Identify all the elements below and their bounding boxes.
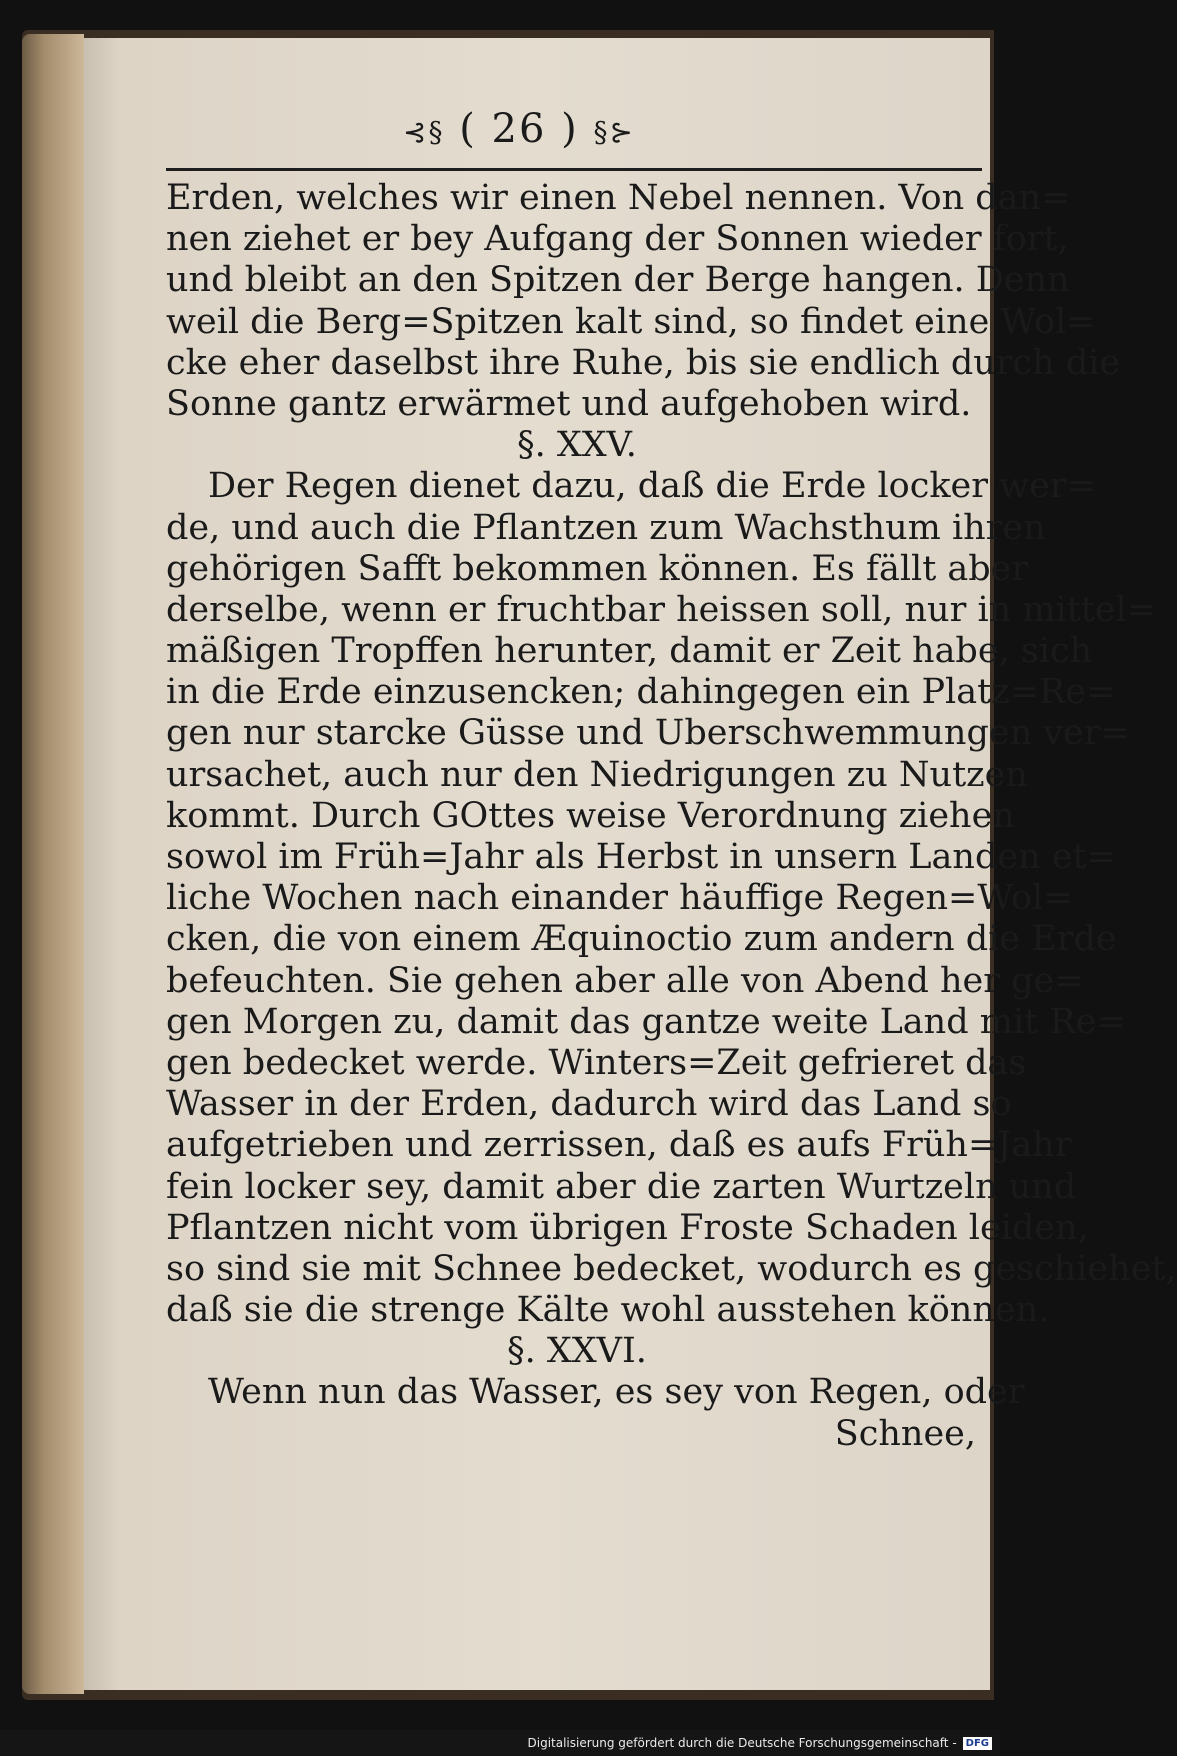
text-line: Sonne gantz erwärmet und aufgehoben wird. xyxy=(166,383,972,424)
text-line: in die Erde einzusencken; dahingegen ein Platz=Re= xyxy=(166,672,1116,713)
header-rule xyxy=(166,168,982,171)
text-line: liche Wochen nach einander häuffige Regen=Wol= xyxy=(166,878,1073,919)
text-line: nen ziehet er bey Aufgang der Sonnen wieder fort, xyxy=(166,219,1069,260)
text-line: aufgetrieben und zerrissen, daß es aufs Früh=Jahr xyxy=(166,1125,1072,1166)
text-line: de, und auch die Pflantzen zum Wachsthum ihren xyxy=(166,507,1046,548)
dfg-logo: DFG xyxy=(963,1737,992,1750)
text-line: cken, die von einem Æquinoctio zum andern die Erde xyxy=(166,919,1117,960)
ornament-left: ⊰§ xyxy=(403,115,445,149)
text-line: gen bedecket werde. Winters=Zeit gefrieret das xyxy=(166,1042,1027,1083)
text-line: daß sie die strenge Kälte wohl ausstehen können. xyxy=(166,1290,1050,1331)
text-line: Wenn nun das Wasser, es sey von Regen, oder xyxy=(208,1372,1025,1413)
text-line: Pflantzen nicht vom übrigen Froste Schaden leiden, xyxy=(166,1207,1089,1248)
text-line: derselbe, wenn er fruchtbar heissen soll, nur in mittel= xyxy=(166,589,1157,630)
text-line: und bleibt an den Spitzen der Berge hangen. Denn xyxy=(166,260,1070,301)
page-header xyxy=(66,106,972,152)
text-line: gen Morgen zu, damit das gantze weite Land mit Re= xyxy=(166,1001,1126,1042)
page-number: ( 26 ) xyxy=(459,106,579,152)
page-text xyxy=(166,178,1177,1455)
text-line: Wasser in der Erden, dadurch wird das Land so xyxy=(166,1084,1012,1125)
catchword: Schnee, xyxy=(834,1413,976,1454)
text-line: mäßigen Tropffen herunter, damit er Zeit habe, sich xyxy=(166,631,1093,672)
text-line: befeuchten. Sie gehen aber alle von Abend her ge= xyxy=(166,960,1084,1001)
digitization-footer xyxy=(0,1730,1000,1756)
text-line: gen nur starcke Güsse und Uberschwemmungen ver= xyxy=(166,713,1130,754)
text-line: weil die Berg=Spitzen kalt sind, so findet eine Wol= xyxy=(166,301,1096,342)
text-line: cke eher daselbst ihre Ruhe, bis sie endlich durch die xyxy=(166,342,1121,383)
section-heading: §. XXV. xyxy=(517,425,637,466)
text-line: fein locker sey, damit aber die zarten Wurtzeln und xyxy=(166,1166,1077,1207)
section-heading: §. XXVI. xyxy=(507,1331,647,1372)
text-line: sowol im Früh=Jahr als Herbst in unsern Landen et= xyxy=(166,837,1116,877)
footer-credit: Digitalisierung gefördert durch die Deutsche Forschungsgemeinschaft - xyxy=(527,1736,957,1750)
page-edges xyxy=(22,34,84,1694)
text-line: ursachet, auch nur den Niedrigungen zu Nutzen xyxy=(166,754,1028,795)
book-page xyxy=(84,38,1177,1690)
text-line: Erden, welches wir einen Nebel nennen. Von dan= xyxy=(166,178,1071,218)
text-line: gehörigen Safft bekommen können. Es fällt aber xyxy=(166,548,1029,589)
text-line: Der Regen dienet dazu, daß die Erde locker wer= xyxy=(208,466,1096,507)
text-line: so sind sie mit Schnee bedecket, wodurch es geschiehet, xyxy=(166,1248,1177,1289)
text-line: kommt. Durch GOttes weise Verordnung ziehen xyxy=(166,795,1015,836)
ornament-right: §⊱ xyxy=(593,115,635,149)
